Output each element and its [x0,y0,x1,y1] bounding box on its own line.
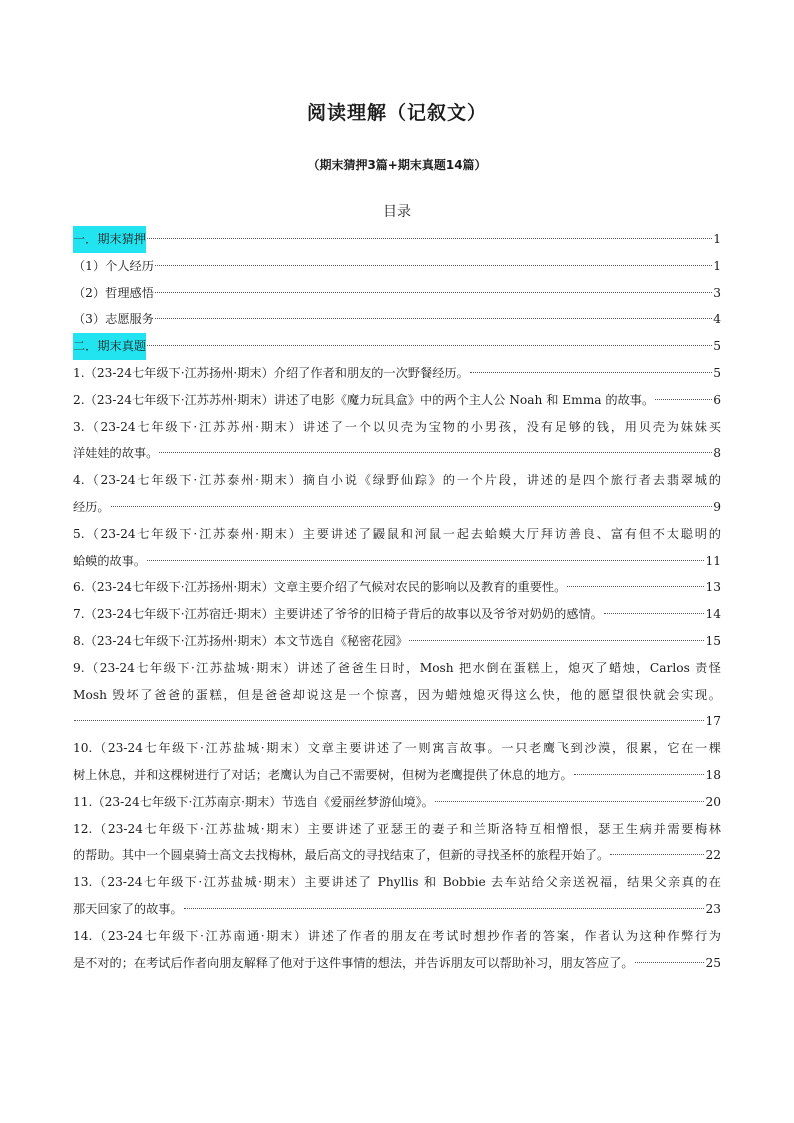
toc-entry-text: 洋娃娃的故事。 [73,446,159,461]
toc-entry-text: 13.（23-24七年级下·江苏盐城·期末）主要讲述了 Phyllis 和 Bobbie 去车站给父亲送祝福，结果父亲真的在 [73,875,721,890]
toc-page-number: 11 [705,553,721,568]
toc-leader-dots [655,399,712,400]
toc-leader-dots [635,962,705,963]
toc-entry[interactable] [73,387,721,414]
toc-entry-text: 2.（23-24七年级下·江苏苏州·期末）讲述了电影《魔力玩具盒》中的两个主人公 Noah 和 Emma 的故事。 [73,392,655,407]
toc-entry[interactable] [73,333,721,360]
toc-entry[interactable] [73,923,721,977]
toc-page-number: 22 [705,848,721,863]
toc-entry-text: 蛤蟆的故事。 [73,553,147,568]
toc-page-number: 4 [713,312,721,327]
toc-entry[interactable] [73,360,721,387]
toc-page-number: 1 [713,258,721,273]
toc-page-number: 15 [705,633,721,648]
toc-page-number: 1 [713,232,721,246]
toc-section-heading: 二．期末真题 [73,333,146,360]
toc-entry-text: （2）哲理感悟 [73,285,154,300]
toc-entry-text: 5.（23-24七年级下·江苏泰州·期末）主要讲述了鼹鼠和河鼠一起去蛤蟆大厅拜访善良、富有但不太聪明的 [73,526,721,541]
toc-leader-dots [155,292,712,293]
page-title: 阅读理解（记叙文） [306,102,487,124]
toc-leader-dots [567,586,704,587]
toc-leader-dots [470,372,712,373]
page-subtitle: （期末猜押3篇+期末真题14篇） [307,158,487,172]
toc-entry-text: 12.（23-24七年级下·江苏盐城·期末）主要讲述了亚瑟王的妻子和兰斯洛特互相憎恨，瑟王生病并需要梅林 [73,821,721,836]
table-of-contents [73,226,721,976]
toc-page-number: 3 [713,285,721,300]
toc-entry-text: Mosh 毁坏了爸爸的蛋糕，但是爸爸却说这是一个惊喜，因为蜡烛熄灭得这么快，他的愿望很快就会实现。 [73,687,721,702]
toc-entry[interactable] [73,574,721,601]
toc-entry-text: 14.（23-24七年级下·江苏南通·期末）讲述了作者的朋友在考试时想抄作者的答案，作者认为这种作弊行为 [73,928,721,943]
toc-leader-dots [435,801,705,802]
toc-page-number: 8 [713,446,721,461]
toc-page-number: 5 [713,339,721,354]
toc-leader-dots [155,265,712,266]
toc-entry[interactable] [73,226,721,253]
toc-entry[interactable] [73,869,721,923]
toc-page-number: 5 [713,365,721,380]
toc-heading: 目录 [383,204,411,220]
toc-leader-dots [147,238,712,239]
toc-section-heading: 一．期末猜押 [73,226,146,253]
toc-entry-text: （1）个人经历 [73,258,154,273]
toc-leader-dots [159,452,712,453]
toc-entry-text: （3）志愿服务 [73,312,154,327]
toc-leader-dots [604,613,705,614]
toc-entry-text: 10.（23-24七年级下·江苏盐城·期末）文章主要讲述了一则寓言故事。一只老鹰飞到沙漠，很累，它在一棵 [73,741,721,756]
toc-leader-dots [147,345,712,346]
toc-entry-text: 那天回家了的故事。 [73,901,183,916]
toc-page-number: 18 [705,767,721,782]
toc-entry[interactable] [73,601,721,628]
toc-leader-dots [409,640,705,641]
toc-entry[interactable] [73,816,721,870]
toc-entry[interactable] [73,306,721,333]
toc-entry[interactable] [73,735,721,789]
toc-entry[interactable] [73,414,721,468]
toc-entry[interactable] [73,789,721,816]
toc-page-number: 25 [705,955,721,970]
toc-entry-text: 11.（23-24七年级下·江苏南京·期末）节选自《爱丽丝梦游仙境》。 [73,794,434,809]
toc-leader-dots [610,854,704,855]
toc-leader-dots [74,720,704,721]
toc-leader-dots [574,774,705,775]
toc-page-number: 17 [705,714,721,729]
toc-leader-dots [147,560,704,561]
toc-entry-text: 3.（23-24七年级下·江苏苏州·期末）讲述了一个以贝壳为宝物的小男孩，没有足够的钱，用贝壳为妹妹买 [73,419,721,434]
toc-entry[interactable] [73,280,721,307]
toc-entry[interactable] [73,628,721,655]
toc-entry[interactable] [73,521,721,575]
toc-entry[interactable] [73,253,721,280]
toc-page-number: 9 [713,499,721,514]
toc-page-number: 14 [705,607,721,622]
toc-entry[interactable] [73,655,721,735]
toc-page-number: 6 [713,392,721,407]
toc-entry[interactable] [73,467,721,521]
toc-entry-text: 是不对的；在考试后作者向朋友解释了他对于这件事情的想法，并告诉朋友可以帮助补习，朋友答应了。 [73,955,634,970]
toc-page-number: 23 [705,901,721,916]
toc-entry-text: 1.（23-24七年级下·江苏扬州·期末）介绍了作者和朋友的一次野餐经历。 [73,365,469,380]
toc-entry-text: 经历。 [73,499,110,514]
toc-entry-text: 树上休息，并和这棵树进行了对话；老鹰认为自己不需要树，但树为老鹰提供了休息的地方。 [73,767,573,782]
toc-entry-text: 8.（23-24七年级下·江苏扬州·期末）本文节选自《秘密花园》 [73,633,408,648]
toc-leader-dots [111,506,713,507]
toc-entry-text: 6.（23-24七年级下·江苏扬州·期末）文章主要介绍了气候对农民的影响以及教育的重要性。 [73,580,567,595]
toc-leader-dots [155,318,712,319]
toc-page-number: 20 [705,794,721,809]
toc-entry-text: 9.（23-24七年级下·江苏盐城·期末）讲述了爸爸生日时，Mosh 把水倒在蛋糕上，熄灭了蜡烛，Carlos 责怪 [73,660,721,675]
toc-entry-text: 的帮助。其中一个圆桌骑士高文去找梅林，最后高文的寻找结束了，但新的寻找圣杯的旅程开始了。 [73,848,610,863]
toc-entry-text: 7.（23-24七年级下·江苏宿迁·期末）主要讲述了爷爷的旧椅子背后的故事以及爷爷对奶奶的感情。 [73,607,603,622]
toc-entry-text: 4.（23-24七年级下·江苏泰州·期末）摘自小说《绿野仙踪》的一个片段，讲述的是四个旅行者去翡翠城的 [73,473,721,488]
toc-page-number: 13 [705,580,721,595]
toc-leader-dots [184,908,705,909]
